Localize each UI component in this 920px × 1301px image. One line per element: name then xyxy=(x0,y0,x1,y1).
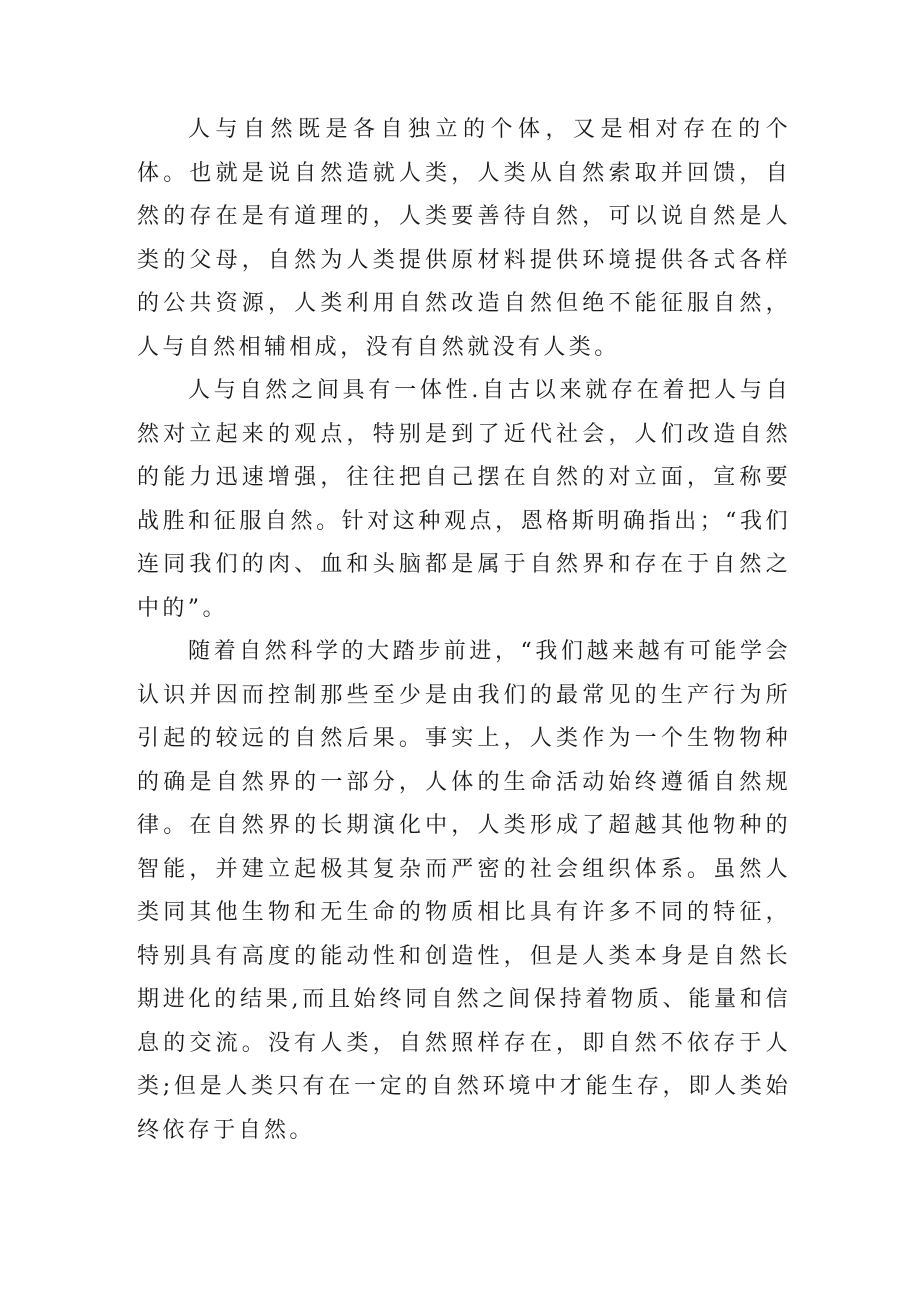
paragraph-1: 人与自然既是各自独立的个体，又是相对存在的个体。也就是说自然造就人类，人类从自然索取并回馈，自然的存在是有道理的，人类要善待自然，可以说自然是人类的父母，自然为人类提供原材料提供环境提供各式各样的公共资源，人类利用自然改造自然但绝不能征服自然，人与自然相辅相成，没有自然就没有人类。 xyxy=(137,117,791,360)
paragraph-2: 人与自然之间具有一体性.自古以来就存在着把人与自然对立起来的观点，特别是到了近代社会，人们改造自然的能力迅速增强，往往把自己摆在自然的对立面，宣称要战胜和征服自然。针对这种观点，恩格斯明确指出；“我们连同我们的肉、血和头脑都是属于自然界和存在于自然之中的”。 xyxy=(137,378,791,621)
paragraph-3: 随着自然科学的大踏步前进，“我们越来越有可能学会认识并因而控制那些至少是由我们的最常见的生产行为所引起的较远的自然后果。事实上，人类作为一个生物物种的确是自然界的一部分，人体的生命活动始终遵循自然规律。在自然界的长期演化中，人类形成了超越其他物种的智能，并建立起极其复杂而严密的社会组织体系。虽然人类同其他生物和无生命的物质相比具有许多不同的特征，特别具有高度的能动性和创造性，但是人类本身是自然长期进化的结果,而且始终同自然之间保持着物质、能量和信息的交流。没有人类，自然照样存在，即自然不依存于人类;但是人类只有在一定的自然环境中才能生存，即人类始终依存于自然。 xyxy=(137,639,791,1143)
document-body xyxy=(137,108,791,1152)
